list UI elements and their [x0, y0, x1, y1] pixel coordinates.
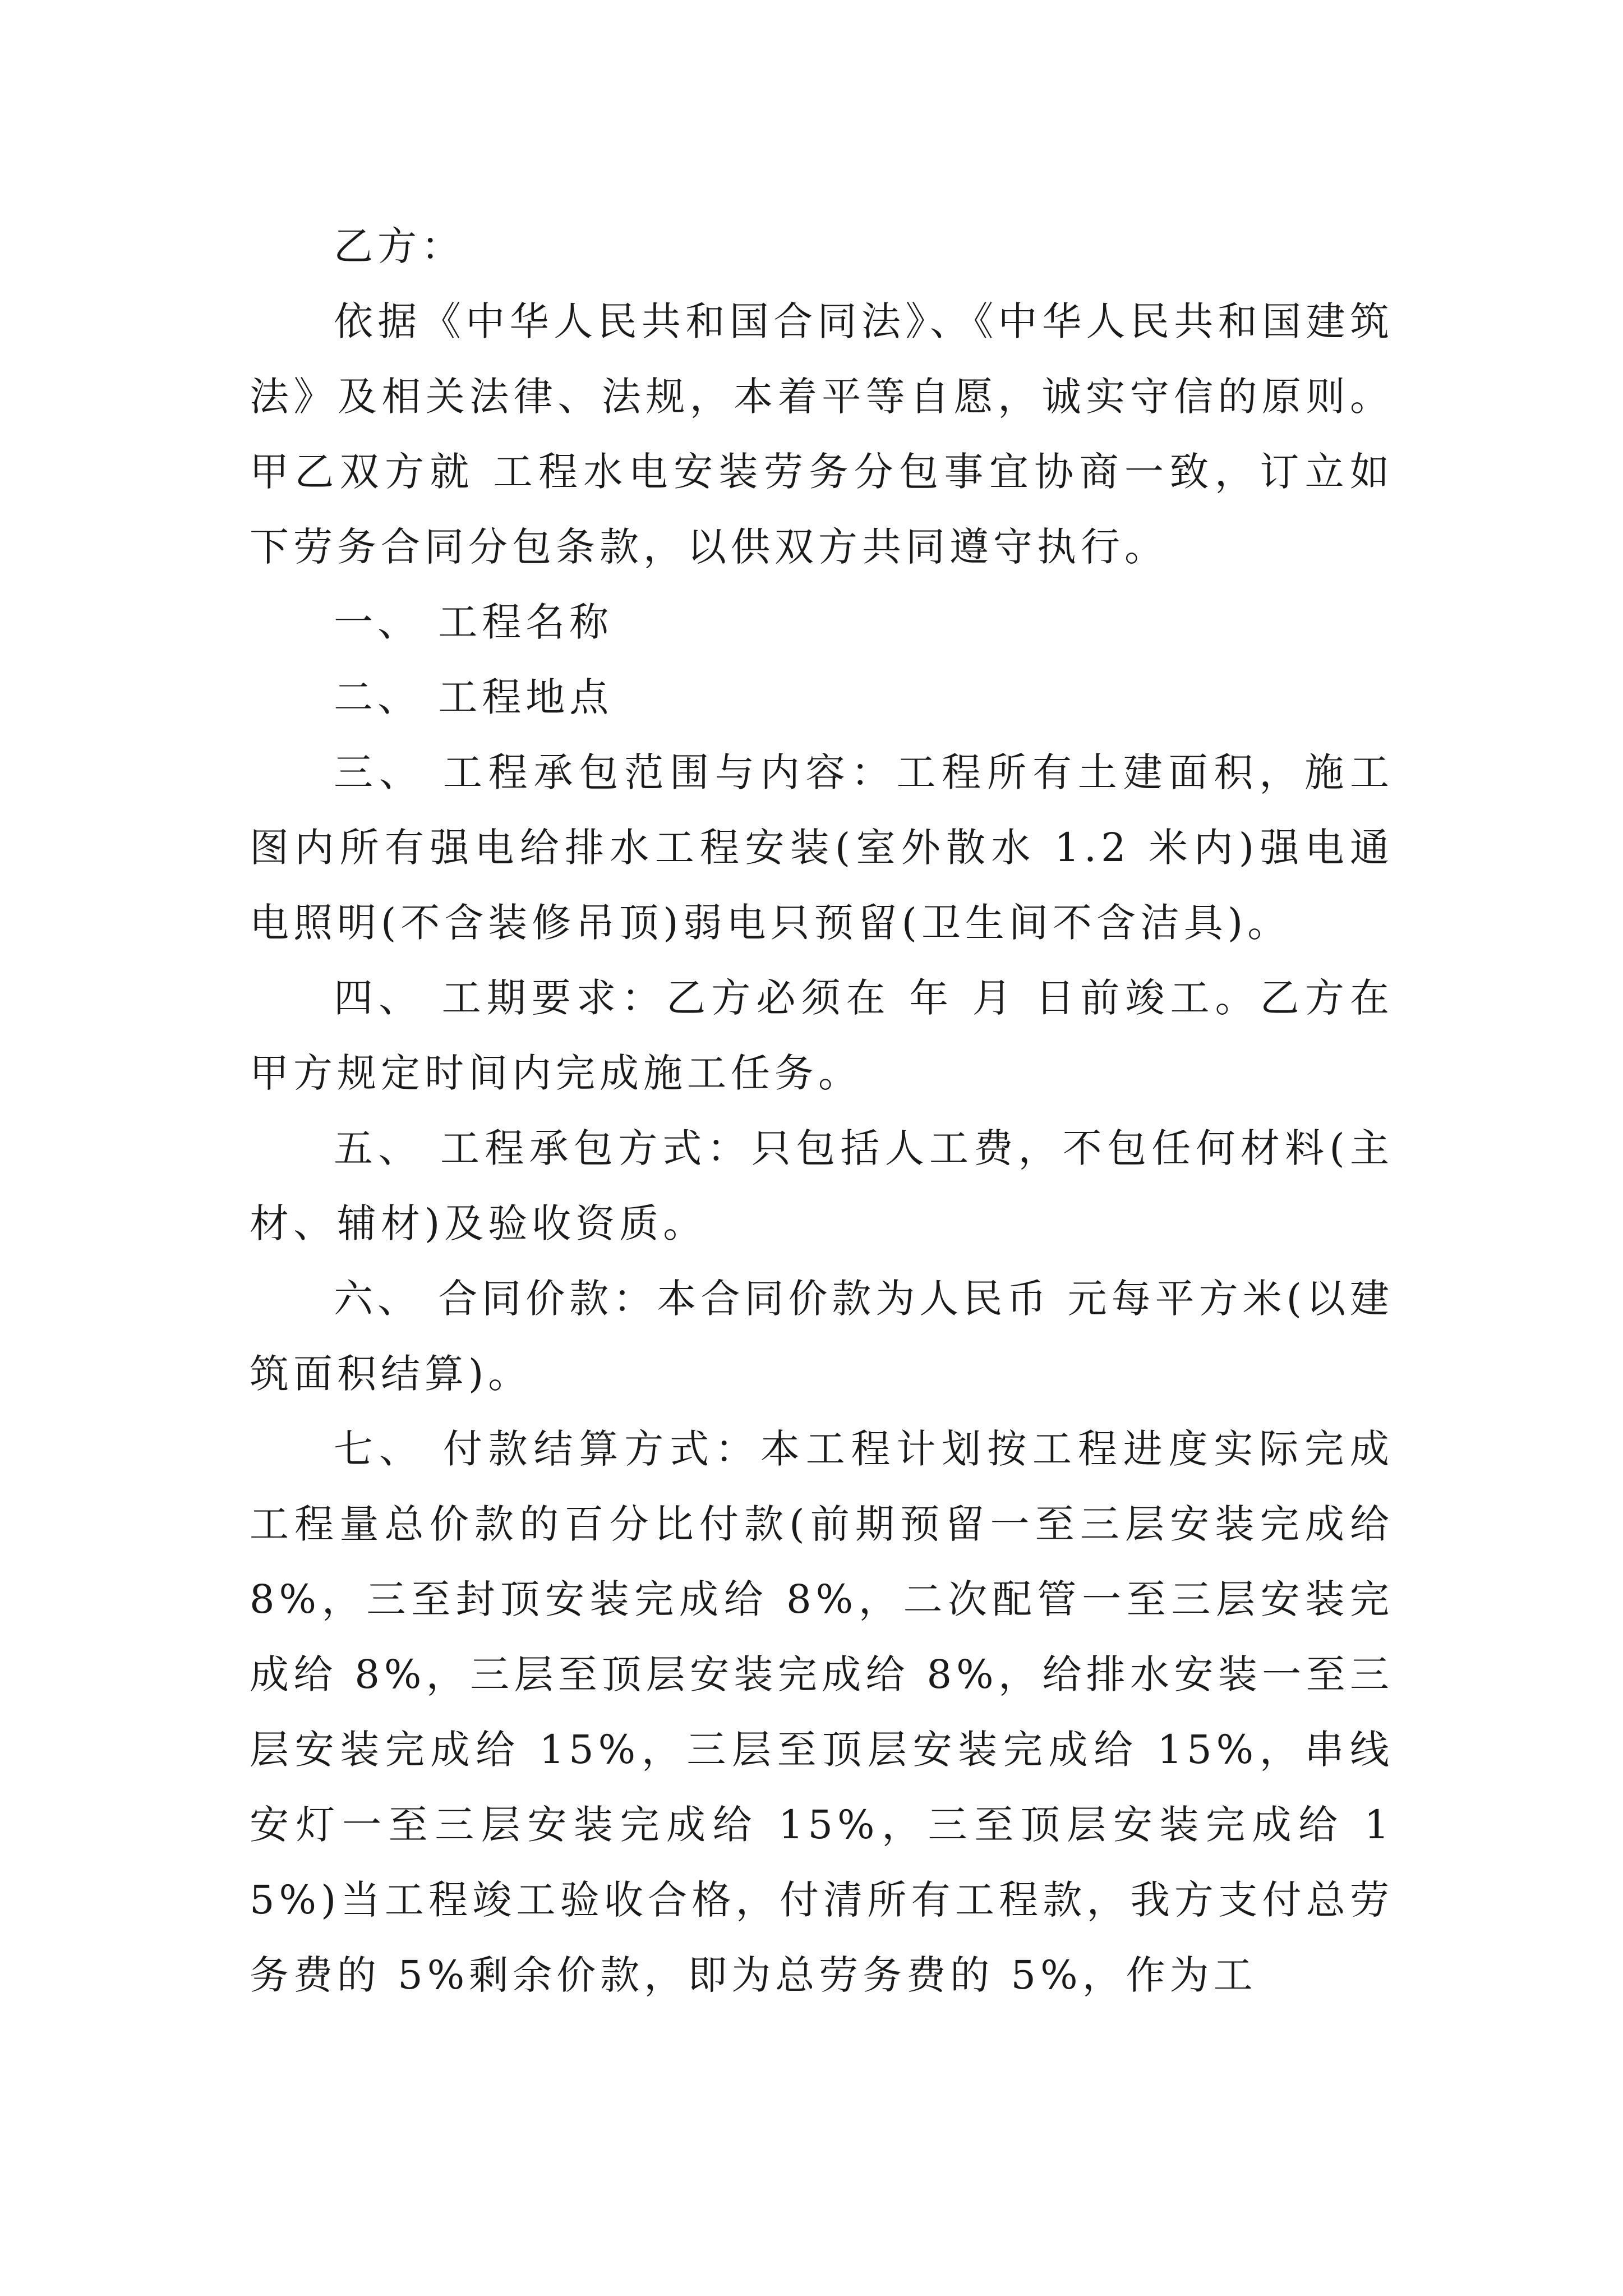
- preamble-paragraph: 依据《中华人民共和国合同法》、《中华人民共和国建筑法》及相关法律、法规，本着平等自愿，诚实守信的原则。甲乙双方就 工程水电安装劳务分包事宜协商一致，订立如下劳务合同分包条款，以供双方共同遵守执行。: [250, 298, 1394, 570]
- document-body: [250, 209, 1394, 2013]
- party-b-line: 乙方：: [334, 223, 465, 269]
- clause-6-contract-price: 六、 合同价款：本合同价款为人民币 元每平方米(以建筑面积结算)。: [250, 1276, 1394, 1397]
- clause-5-contract-method: 五、 工程承包方式：只包括人工费，不包任何材料(主材、辅材)及验收资质。: [250, 1125, 1394, 1246]
- clause-2-project-location: 二、 工程地点: [334, 674, 614, 720]
- clause-7-payment-terms: 七、 付款结算方式：本工程计划按工程进度实际完成工程量总价款的百分比付款(前期预留一至三层安装完成给 8%，三至封顶安装完成给 8%，二次配管一至三层安装完成给 8%，三层至顶层安装完成给 8%，给排水安装一至三层安装完成给 15%，三层至顶层安装完成给 15%，串线安灯一至三层安装完成给 15%，三至顶层安装完成给 15%)当工程竣工验收合格，付清所有工程款，我方支付总劳务费的 5%剩余价款，即为总劳务费的 5%，作为工: [250, 1426, 1394, 1998]
- clause-3-scope: 三、 工程承包范围与内容：工程所有土建面积，施工图内所有强电给排水工程安装(室外散水 1.2 米内)强电通电照明(不含装修吊顶)弱电只预留(卫生间不含洁具)。: [250, 749, 1394, 946]
- clause-1-project-name: 一、 工程名称: [334, 599, 614, 645]
- clause-4-schedule: 四、 工期要求：乙方必须在 年 月 日前竣工。乙方在甲方规定时间内完成施工任务。: [250, 975, 1394, 1096]
